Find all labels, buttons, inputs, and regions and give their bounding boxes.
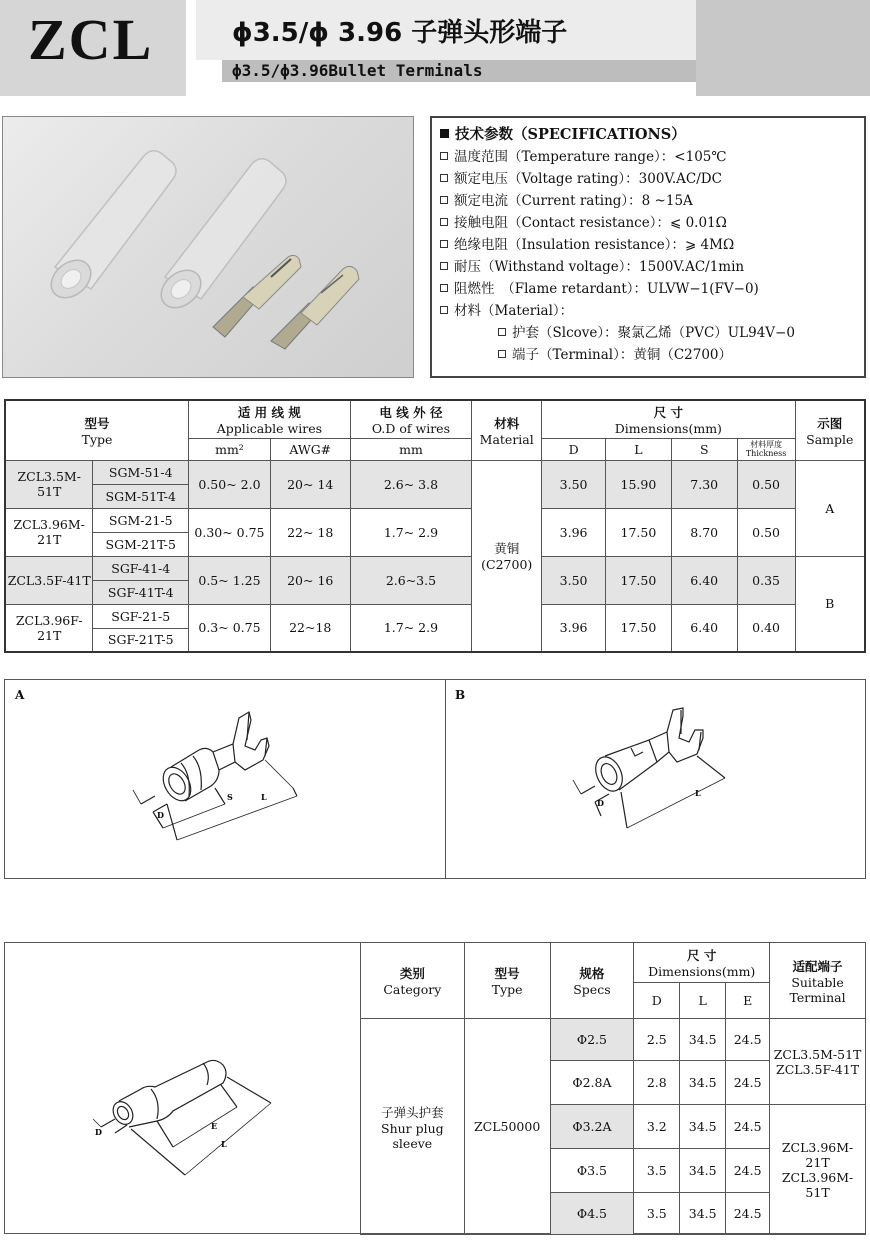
- subheader-e: E: [726, 983, 770, 1019]
- spec-insulation-resistance: 绝缘电阻（Insulation resistance）：⩾ 4MΩ: [454, 237, 735, 253]
- dim-l-cell: 17.50: [605, 604, 671, 652]
- suitable-terminal: ZCL3.5M-51T: [773, 1046, 862, 1062]
- header-wires: [189, 400, 351, 438]
- checkbox-square-icon: [440, 306, 448, 314]
- dim-l-cell: 34.5: [680, 1105, 726, 1149]
- model-cell: ZCL3.96M-21T: [5, 508, 93, 556]
- page-title-chinese: ϕ3.5/ϕ 3.96 子弹头形端子: [232, 18, 568, 48]
- diagram-a-label: A: [15, 688, 25, 702]
- wire-mm2-cell: 0.5~ 1.25: [189, 556, 271, 604]
- dim-d-cell: 3.96: [542, 604, 606, 652]
- spec-item: [440, 234, 856, 256]
- terminal-diagrams: [4, 679, 866, 879]
- subheader-thickness-en: Thickness: [745, 449, 787, 458]
- header-suitable-en1: Suitable: [791, 974, 844, 990]
- suitable-terminal: ZCL3.96M-51T: [781, 1169, 854, 1200]
- spec-sub-item: [440, 322, 856, 344]
- sample-b-cell: B: [795, 556, 865, 652]
- category-en: Shur plug sleeve: [381, 1120, 444, 1151]
- dim-d-cell: 2.8: [634, 1061, 680, 1105]
- od-cell: 2.6~3.5: [350, 556, 472, 604]
- checkbox-square-icon: [498, 350, 506, 358]
- page-header: [0, 0, 870, 96]
- dim-thickness-cell: 0.50: [737, 460, 795, 508]
- product-photo: [2, 116, 414, 378]
- suitable-terminal: ZCL3.96M-21T: [781, 1139, 854, 1170]
- subheader-l: L: [680, 983, 726, 1019]
- type-cell: ZCL50000: [464, 1019, 550, 1235]
- subheader-thickness-cn: 材料厚度: [750, 440, 783, 449]
- header-sample: [795, 400, 865, 460]
- dim-d-cell: 3.50: [542, 460, 606, 508]
- header-dimensions-cn: 尺 寸: [687, 948, 717, 963]
- header-specs: [550, 943, 634, 1019]
- checkbox-square-icon: [440, 174, 448, 182]
- header-category: [361, 943, 465, 1019]
- wire-mm2-cell: 0.3~ 0.75: [189, 604, 271, 652]
- dim-d-label: D: [157, 810, 164, 820]
- od-cell: 2.6~ 3.8: [350, 460, 472, 508]
- header-material-cn: 材料: [494, 415, 520, 431]
- sub-model-cell: SGF-21-5: [93, 604, 189, 628]
- spec-sleeve-material: 护套（Slcove）：聚氯乙烯（PVC）UL94V−0: [512, 325, 795, 341]
- spec-item: [440, 300, 856, 322]
- header-od-en: O.D of wires: [371, 420, 450, 436]
- model-cell: ZCL3.96F-21T: [5, 604, 93, 652]
- wire-awg-cell: 22~18: [270, 604, 350, 652]
- dim-s-cell: 6.40: [671, 556, 737, 604]
- dim-e-cell: 24.5: [726, 1105, 770, 1149]
- spec-cell: Φ4.5: [550, 1193, 634, 1235]
- header-type: [464, 943, 550, 1019]
- header-wires-en: Applicable wires: [216, 420, 323, 436]
- checkbox-square-icon: [440, 240, 448, 248]
- dim-l-label: L: [221, 1139, 227, 1149]
- wire-mm2-cell: 0.50~ 2.0: [189, 460, 271, 508]
- sub-model-cell: SGM-51-4: [93, 460, 189, 484]
- od-cell: 1.7~ 2.9: [350, 604, 472, 652]
- header-wires-cn: 适 用 线 规: [237, 404, 301, 420]
- header-od-cn: 电 线 外 径: [379, 404, 443, 420]
- header-type-en: Type: [81, 431, 113, 447]
- spec-item: [440, 146, 856, 168]
- spec-item: [440, 256, 856, 278]
- spec-cell: Φ3.5: [550, 1149, 634, 1193]
- dim-thickness-cell: 0.35: [737, 556, 795, 604]
- dim-s-cell: 8.70: [671, 508, 737, 556]
- suitable-terminal: ZCL3.5F-41T: [776, 1061, 860, 1077]
- wire-awg-cell: 22~ 18: [270, 508, 350, 556]
- spec-sub-item: [440, 344, 856, 366]
- wire-awg-cell: 20~ 14: [270, 460, 350, 508]
- spec-item: [440, 278, 856, 300]
- header-specs-en: Specs: [573, 982, 611, 997]
- header-right-panel: [696, 0, 870, 96]
- header-type-cn: 型号: [494, 966, 520, 981]
- suitable-cell-1: [770, 1019, 866, 1105]
- spec-flame-retardant: 阻燃性 （Flame retardant）：ULVW−1(FV−0): [454, 281, 759, 297]
- specifications-heading: [440, 124, 856, 146]
- dim-l-cell: 34.5: [680, 1019, 726, 1061]
- dim-l-label: L: [695, 788, 701, 798]
- spec-contact-resistance: 接触电阻（Contact resistance）：⩽ 0.01Ω: [454, 215, 727, 231]
- subheader-l: L: [605, 438, 671, 460]
- dim-d-cell: 3.5: [634, 1149, 680, 1193]
- dim-d-cell: 3.96: [542, 508, 606, 556]
- brand-logo: ZCL: [28, 7, 154, 72]
- header-category-en: Category: [383, 982, 442, 997]
- header-category-cn: 类别: [399, 966, 425, 981]
- dim-s-cell: 6.40: [671, 604, 737, 652]
- subheader-s: S: [671, 438, 737, 460]
- dim-e-cell: 24.5: [726, 1019, 770, 1061]
- dim-s-cell: 7.30: [671, 460, 737, 508]
- dim-thickness-cell: 0.40: [737, 604, 795, 652]
- header-dimensions: [634, 943, 770, 983]
- specifications-heading-text: 技术参数（SPECIFICATIONS）: [455, 126, 686, 143]
- sub-model-cell: SGM-51T-4: [93, 484, 189, 508]
- dim-l-cell: 34.5: [680, 1061, 726, 1105]
- header-specs-cn: 规格: [579, 966, 605, 981]
- dim-s-label: S: [227, 792, 233, 802]
- specifications-panel: [430, 116, 866, 378]
- spec-item: [440, 168, 856, 190]
- dim-d-cell: 3.2: [634, 1105, 680, 1149]
- spec-cell: Φ2.5: [550, 1019, 634, 1061]
- sub-model-cell: SGF-41-4: [93, 556, 189, 580]
- dim-l-cell: 15.90: [605, 460, 671, 508]
- diagram-b-female-terminal: [565, 700, 785, 860]
- dim-d-cell: 3.5: [634, 1193, 680, 1235]
- header-suitable-en2: Terminal: [789, 989, 846, 1005]
- header-sample-cn: 示图: [817, 415, 843, 431]
- subheader-mm: mm: [350, 438, 472, 460]
- material-cell: [472, 460, 542, 652]
- spec-temperature: 温度范围（Temperature range）：<105℃: [454, 149, 727, 165]
- header-dimensions-en: Dimensions(mm): [614, 420, 722, 436]
- sleeve-spec-table: [360, 942, 866, 1235]
- spec-item: [440, 190, 856, 212]
- header-dimensions-en: Dimensions(mm): [648, 964, 756, 979]
- model-cell: ZCL3.5M-51T: [5, 460, 93, 508]
- sample-a-cell: A: [795, 460, 865, 556]
- sub-model-cell: SGF-41T-4: [93, 580, 189, 604]
- wire-awg-cell: 20~ 16: [270, 556, 350, 604]
- header-type-cn: 型号: [84, 415, 110, 431]
- suitable-cell-2: [770, 1105, 866, 1235]
- header-suitable: [770, 943, 866, 1019]
- spec-withstand-voltage: 耐压（Withstand voltage）：1500V.AC/1min: [454, 259, 745, 275]
- dim-l-cell: 17.50: [605, 556, 671, 604]
- spec-item: [440, 212, 856, 234]
- diagram-divider: [445, 680, 446, 878]
- spec-cell: Φ2.8A: [550, 1061, 634, 1105]
- sub-model-cell: SGM-21-5: [93, 508, 189, 532]
- checkbox-square-icon: [440, 152, 448, 160]
- dim-thickness-cell: 0.50: [737, 508, 795, 556]
- checkbox-square-icon: [498, 328, 506, 336]
- diagram-b-label: B: [455, 688, 466, 702]
- category-cell: [361, 1019, 465, 1235]
- header-type: [5, 400, 189, 460]
- terminal-spec-table: [4, 399, 866, 653]
- checkbox-square-icon: [440, 284, 448, 292]
- header-dimensions-cn: 尺 寸: [653, 404, 684, 420]
- header-type-en: Type: [491, 982, 523, 997]
- sub-model-cell: SGF-21T-5: [93, 628, 189, 652]
- dim-l-cell: 34.5: [680, 1193, 726, 1235]
- spec-current: 额定电流（Current rating）：8 ~15A: [454, 193, 693, 209]
- dim-d-cell: 2.5: [634, 1019, 680, 1061]
- header-suitable-cn: 适配端子: [792, 958, 843, 974]
- checkbox-square-icon: [440, 262, 448, 270]
- page-title-english: ϕ3.5/ϕ3.96Bullet Terminals: [232, 61, 483, 80]
- dim-e-label: E: [211, 1121, 218, 1131]
- dim-d-cell: 3.50: [542, 556, 606, 604]
- header-dimensions: [542, 400, 795, 438]
- model-cell: ZCL3.5F-41T: [5, 556, 93, 604]
- checkbox-square-icon: [440, 196, 448, 204]
- dim-d-label: D: [597, 798, 604, 808]
- subheader-mm2: mm²: [189, 438, 271, 460]
- dim-l-cell: 34.5: [680, 1149, 726, 1193]
- header-material: [472, 400, 542, 460]
- black-square-icon: [440, 129, 449, 138]
- sleeve-diagram: [75, 1033, 295, 1183]
- dim-l-cell: 17.50: [605, 508, 671, 556]
- subheader-d: D: [542, 438, 606, 460]
- category-cn: 子弹头护套: [381, 1104, 444, 1120]
- spec-cell: Φ3.2A: [550, 1105, 634, 1149]
- checkbox-square-icon: [440, 218, 448, 226]
- subheader-d: D: [634, 983, 680, 1019]
- header-sample-en: Sample: [806, 431, 854, 447]
- header-od: [350, 400, 472, 438]
- header-material-en: Material: [479, 431, 534, 447]
- dim-d-label: D: [95, 1127, 102, 1137]
- subheader-awg: AWG#: [270, 438, 350, 460]
- product-photo-illustration: [3, 117, 414, 378]
- material-cn: 黄铜: [494, 541, 520, 557]
- diagram-a-male-terminal: [115, 700, 345, 860]
- material-en: (C2700): [481, 557, 533, 573]
- dim-e-cell: 24.5: [726, 1149, 770, 1193]
- spec-material: 材料（Material）：: [454, 303, 574, 319]
- dim-l-label: L: [261, 792, 267, 802]
- spec-voltage: 额定电压（Voltage rating）：300V.AC/DC: [454, 171, 722, 187]
- dim-e-cell: 24.5: [726, 1193, 770, 1235]
- od-cell: 1.7~ 2.9: [350, 508, 472, 556]
- dim-e-cell: 24.5: [726, 1061, 770, 1105]
- wire-mm2-cell: 0.30~ 0.75: [189, 508, 271, 556]
- sub-model-cell: SGM-21T-5: [93, 532, 189, 556]
- subheader-thickness: [737, 438, 795, 460]
- spec-terminal-material: 端子（Terminal）：黄铜（C2700）: [512, 347, 733, 363]
